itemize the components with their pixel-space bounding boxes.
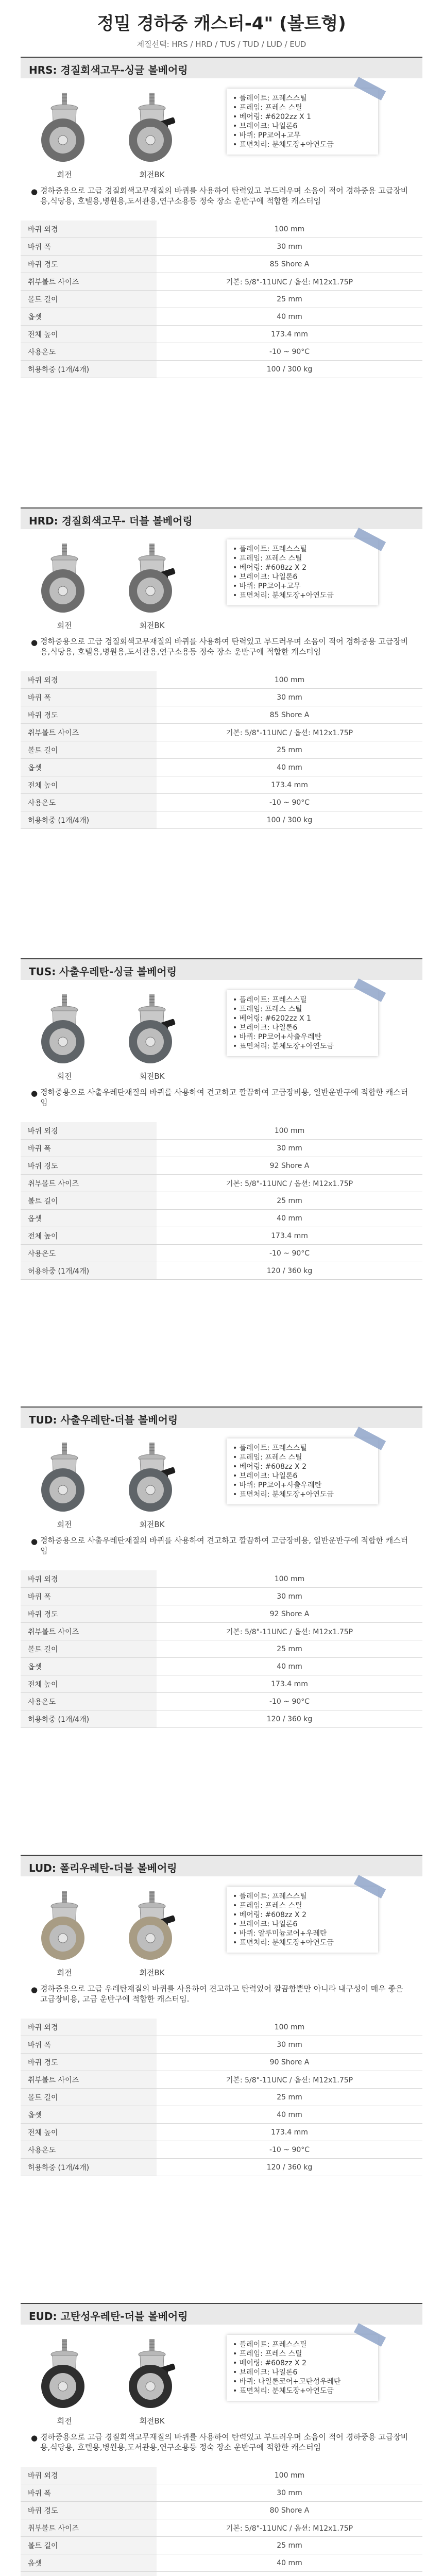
spec-label: 바퀴 외경 (21, 221, 157, 238)
spec-label: 바퀴 외경 (21, 2467, 157, 2484)
feature-item: • 프레임: 프레스 스틸 (233, 1453, 302, 1462)
spec-value: 85 Shore A (157, 706, 422, 724)
description-text: 경하중용으로 사출우레탄재질의 바퀴를 사용하여 견고하고 깔끔하여 고급장비용, 일반운반구에 적합한 캐스터임 (40, 1088, 408, 1107)
section-description (31, 1535, 412, 1556)
table-row (21, 2071, 422, 2089)
feature-text: 바퀴: PP코어+사출우레탄 (239, 1033, 322, 1041)
feature-item: • 표면처리: 분체도장+아연도금 (233, 2387, 334, 2395)
spec-value: -10 ~ 90°C (157, 1693, 422, 1710)
feature-card (227, 1438, 378, 1504)
spec-label: 옵셋 (21, 759, 157, 776)
description-text: 경하중용으로 고급 경질회색고무재질의 바퀴를 사용하여 탄력있고 부드러우며 소음이 적어 경하중용 고급장비용,식당용, 호텔용,병원용,도서관용,연구소용등 정숙 장소 운반구에 적합한 캐스터임 (40, 637, 408, 656)
spec-label: 바퀴 경도 (21, 1157, 157, 1175)
table-row (21, 308, 422, 326)
feature-text: 프레임: 프레스 스틸 (239, 1902, 302, 1910)
feature-item: • 플레이트: 프레스스틸 (233, 545, 307, 553)
section-title: LUD: 폴리우레탄-더블 볼베어링 (29, 1862, 177, 1874)
section-header (21, 507, 422, 529)
feature-text: 플레이트: 프레스스틸 (239, 1892, 307, 1901)
spec-label: 전체 높이 (21, 2124, 157, 2141)
feature-item: • 표면처리: 분체도장+아연도금 (233, 1042, 334, 1050)
table-row (21, 759, 422, 776)
description-text: 경하중용으로 고급 경질회색고무재질의 바퀴를 사용하여 탄력있고 부드러우며 소음이 적어 경하중용 고급장비용,식당용, 호텔용,병원용,도서관용,연구소용등 정숙 장소 운반구에 적합한 캐스터임 (40, 2432, 408, 2452)
section-header (21, 1855, 422, 1876)
feature-item: • 플레이트: 프레스스틸 (233, 1444, 307, 1452)
feature-item: • 베어링: #6202zz X 1 (233, 1014, 311, 1023)
spec-label: 바퀴 외경 (21, 671, 157, 689)
table-row (21, 741, 422, 759)
table-row (21, 1693, 422, 1710)
spec-label: 취부볼트 사이즈 (21, 273, 157, 291)
spec-value: 100 mm (157, 221, 422, 238)
spec-label: 바퀴 경도 (21, 2502, 157, 2519)
table-row (21, 1570, 422, 1588)
table-row (21, 706, 422, 724)
section-header (21, 1406, 422, 1428)
spec-value: 173.4 mm (157, 776, 422, 794)
spec-value: 25 mm (157, 1640, 422, 1658)
table-row (21, 2019, 422, 2036)
bullet-icon: ● (31, 1089, 38, 1098)
spec-value: 85 Shore A (157, 256, 422, 273)
feature-item: • 브레이크: 나일론6 (233, 1024, 298, 1032)
spec-label: 전체 높이 (21, 776, 157, 794)
spec-value: 100 / 300 kg (157, 811, 422, 829)
spec-label: 볼트 길이 (21, 1192, 157, 1210)
spec-label: 바퀴 외경 (21, 1570, 157, 1588)
table-row (21, 776, 422, 794)
feature-text: 베어링: #608zz X 2 (239, 1463, 307, 1471)
spec-label: 바퀴 경도 (21, 1605, 157, 1623)
table-row (21, 1640, 422, 1658)
spec-value: 92 Shore A (157, 1605, 422, 1623)
spec-value: 100 mm (157, 2019, 422, 2036)
spec-value: 90 Shore A (157, 2054, 422, 2071)
caption-brake: 회전BK (139, 1072, 165, 1081)
feature-text: 표면처리: 분체도장+아연도금 (239, 1939, 334, 1947)
feature-text: 브레이크: 나일론6 (239, 1024, 298, 1032)
description-text: 경하중용으로 고급 경질회색고무재질의 바퀴를 사용하여 탄력있고 부드러우며 소음이 적어 경하중용 고급장비용,식당용, 호텔용,병원용,도서관용,연구소용등 정숙 장소 운반구에 적합한 캐스터임 (40, 186, 408, 206)
table-row (21, 2484, 422, 2502)
feature-text: 브레이크: 나일론6 (239, 573, 298, 581)
feature-text: 바퀴: 나일론코어+고탄성우레탄 (239, 2378, 341, 2386)
spec-value: 40 mm (157, 2106, 422, 2124)
table-row (21, 794, 422, 811)
feature-item: • 바퀴: PP코어+사출우레탄 (233, 1481, 322, 1489)
feature-card (227, 89, 378, 155)
spec-label: 옵셋 (21, 1210, 157, 1227)
spec-label: 바퀴 폭 (21, 2036, 157, 2054)
spec-label: 바퀴 경도 (21, 256, 157, 273)
table-row (21, 2554, 422, 2572)
section-header (21, 2303, 422, 2325)
spec-label: 허용하중 (1개/4개) (21, 811, 157, 829)
section-title: EUD: 고탄성우레탄-더블 볼베어링 (29, 2310, 188, 2323)
spec-value: -10 ~ 90°C (157, 2141, 422, 2159)
table-row (21, 1710, 422, 1728)
table-row (21, 1623, 422, 1640)
table-row (21, 1210, 422, 1227)
spec-table (21, 1570, 422, 1728)
feature-item: • 프레임: 프레스 스틸 (233, 1005, 302, 1013)
bullet-icon: ● (31, 187, 38, 196)
feature-text: 바퀴: 알루미늄코어+우레탄 (239, 1929, 327, 1938)
caption-swivel: 회전 (57, 1520, 72, 1529)
spec-table (21, 671, 422, 829)
spec-label: 사용온도 (21, 343, 157, 361)
caster-brake-photo (113, 540, 191, 618)
spec-table (21, 2467, 422, 2576)
spec-value: 100 mm (157, 2467, 422, 2484)
feature-text: 표면처리: 분체도장+아연도금 (239, 591, 334, 600)
feature-text: 베어링: #6202zz X 1 (239, 1014, 311, 1023)
section-description (31, 185, 412, 206)
feature-item: • 바퀴: PP코어+고무 (233, 582, 301, 590)
spec-value: 기본: 5/8"-11UNC / 옵션: M12x1.75P (157, 2519, 422, 2537)
spec-label: 사용온도 (21, 2141, 157, 2159)
table-row (21, 689, 422, 706)
feature-item: • 바퀴: PP코어+고무 (233, 131, 301, 140)
table-row (21, 273, 422, 291)
spec-label: 취부볼트 사이즈 (21, 2071, 157, 2089)
feature-text: 바퀴: PP코어+고무 (239, 582, 301, 590)
spec-label: 전체 높이 (21, 1675, 157, 1693)
table-row (21, 811, 422, 829)
caster-brake-photo (113, 2336, 191, 2413)
feature-item: • 브레이크: 나일론6 (233, 2368, 298, 2377)
feature-text: 프레임: 프레스 스틸 (239, 2350, 302, 2358)
table-row (21, 724, 422, 741)
feature-text: 바퀴: PP코어+사출우레탄 (239, 1481, 322, 1489)
spec-label: 볼트 길이 (21, 2089, 157, 2106)
table-row (21, 2106, 422, 2124)
feature-text: 표면처리: 분체도장+아연도금 (239, 1042, 334, 1050)
feature-item: • 플레이트: 프레스스틸 (233, 1892, 307, 1901)
feature-text: 표면처리: 분체도장+아연도금 (239, 1490, 334, 1499)
spec-label: 볼트 길이 (21, 1640, 157, 1658)
feature-item: • 베어링: #608zz X 2 (233, 1911, 307, 1919)
spec-value: 80 Shore A (157, 2502, 422, 2519)
caption-brake: 회전BK (139, 1968, 165, 1977)
spec-value: 30 mm (157, 689, 422, 706)
feature-item: • 바퀴: 나일론코어+고탄성우레탄 (233, 2378, 341, 2386)
feature-text: 브레이크: 나일론6 (239, 1472, 298, 1480)
spec-value: 기본: 5/8"-11UNC / 옵션: M12x1.75P (157, 724, 422, 741)
feature-item: • 브레이크: 나일론6 (233, 1920, 298, 1928)
table-row (21, 1605, 422, 1623)
spec-value: 40 mm (157, 1210, 422, 1227)
caption-brake: 회전BK (139, 2416, 165, 2426)
spec-value: 30 mm (157, 1588, 422, 1605)
spec-value: 기본: 5/8"-11UNC / 옵션: M12x1.75P (157, 1623, 422, 1640)
table-row (21, 2141, 422, 2159)
spec-value: 100 / 300 kg (157, 361, 422, 378)
spec-value: 173.4 mm (157, 326, 422, 343)
feature-text: 베어링: #6202zz X 1 (239, 113, 311, 121)
feature-text: 베어링: #608zz X 2 (239, 564, 307, 572)
spec-label: 취부볼트 사이즈 (21, 1623, 157, 1640)
spec-value: -10 ~ 90°C (157, 794, 422, 811)
spec-value: 25 mm (157, 2537, 422, 2554)
spec-table (21, 221, 422, 378)
section-description (31, 1984, 412, 2004)
section-description (31, 1087, 412, 1108)
feature-text: 브레이크: 나일론6 (239, 2368, 298, 2377)
table-row (21, 326, 422, 343)
feature-card (227, 539, 378, 605)
table-row (21, 1175, 422, 1192)
feature-item: • 브레이크: 나일론6 (233, 122, 298, 130)
feature-item: • 표면처리: 분체도장+아연도금 (233, 591, 334, 600)
page-subtitle: 제질선택: HRS / HRD / TUS / TUD / LUD / EUD (137, 40, 306, 49)
spec-label (21, 2572, 157, 2576)
caster-swivel-photo (26, 1888, 103, 1965)
caption-swivel: 회전 (57, 170, 72, 179)
spec-label: 전체 높이 (21, 326, 157, 343)
caster-brake-photo (113, 1888, 191, 1965)
spec-label: 취부볼트 사이즈 (21, 724, 157, 741)
table-row (21, 1157, 422, 1175)
feature-item: • 바퀴: 알루미늄코어+우레탄 (233, 1929, 327, 1938)
feature-text: 바퀴: PP코어+고무 (239, 131, 301, 140)
feature-item: • 프레임: 프레스 스틸 (233, 554, 302, 563)
caption-swivel: 회전 (57, 1072, 72, 1081)
feature-item: • 베어링: #6202zz X 1 (233, 113, 311, 121)
spec-value: 100 mm (157, 1570, 422, 1588)
caster-swivel-photo (26, 2336, 103, 2413)
spec-value: 40 mm (157, 2554, 422, 2572)
table-row (21, 361, 422, 378)
table-row (21, 2572, 422, 2576)
spec-label: 바퀴 폭 (21, 689, 157, 706)
feature-text: 베어링: #608zz X 2 (239, 2359, 307, 2367)
feature-item: • 표면처리: 분체도장+아연도금 (233, 1939, 334, 1947)
section-description (31, 2432, 412, 2452)
spec-value: 120 / 360 kg (157, 1262, 422, 1280)
table-row (21, 1658, 422, 1675)
description-text: 경하중용으로 고급 우레탄재질의 바퀴를 사용하여 견고하고 탄력있어 깔끔함뿐만 아니라 내구성이 매우 좋은 고급장비용, 고급 운반구에 적합한 캐스터임. (40, 1984, 403, 2004)
spec-label: 취부볼트 사이즈 (21, 2519, 157, 2537)
table-row (21, 221, 422, 238)
section-title: HRD: 경질회색고무- 더블 볼베어링 (29, 515, 193, 527)
spec-value: 25 mm (157, 741, 422, 759)
spec-label: 전체 높이 (21, 1227, 157, 1245)
feature-item: • 플레이트: 프레스스틸 (233, 94, 307, 103)
feature-card (227, 1887, 378, 1953)
spec-label: 허용하중 (1개/4개) (21, 361, 157, 378)
spec-value: 기본: 5/8"-11UNC / 옵션: M12x1.75P (157, 273, 422, 291)
spec-label: 사용온도 (21, 794, 157, 811)
bullet-icon: ● (31, 1537, 38, 1546)
spec-label: 옵셋 (21, 308, 157, 326)
spec-value: 25 mm (157, 1192, 422, 1210)
table-row (21, 291, 422, 308)
section-description (31, 636, 412, 657)
feature-card (227, 2335, 378, 2401)
spec-label: 볼트 길이 (21, 2537, 157, 2554)
feature-text: 프레임: 프레스 스틸 (239, 1453, 302, 1462)
feature-item: • 프레임: 프레스 스틸 (233, 104, 302, 112)
caption-swivel: 회전 (57, 621, 72, 630)
table-row (21, 2054, 422, 2071)
table-row (21, 1675, 422, 1693)
spec-table (21, 2019, 422, 2176)
feature-text: 브레이크: 나일론6 (239, 122, 298, 130)
section-header (21, 958, 422, 980)
spec-value: 30 mm (157, 1140, 422, 1157)
feature-card (227, 990, 378, 1056)
spec-table (21, 1122, 422, 1280)
caster-swivel-photo (26, 991, 103, 1069)
spec-label: 바퀴 경도 (21, 706, 157, 724)
spec-label: 사용온도 (21, 1245, 157, 1262)
caster-brake-photo (113, 991, 191, 1069)
spec-label: 옵셋 (21, 2106, 157, 2124)
section-title: TUS: 사출우레탄-싱글 볼베어링 (29, 965, 177, 978)
spec-value: 30 mm (157, 238, 422, 256)
spec-label: 바퀴 경도 (21, 2054, 157, 2071)
feature-text: 프레임: 프레스 스틸 (239, 104, 302, 112)
spec-label: 바퀴 외경 (21, 2019, 157, 2036)
spec-value: 173.4 mm (157, 1675, 422, 1693)
spec-label: 바퀴 폭 (21, 238, 157, 256)
feature-text: 베어링: #608zz X 2 (239, 1911, 307, 1919)
feature-text: 플레이트: 프레스스틸 (239, 1444, 307, 1452)
table-row (21, 1192, 422, 1210)
spec-value: 173.4 mm (157, 2124, 422, 2141)
section-title: TUD: 사출우레탄-더블 볼베어링 (29, 1414, 178, 1426)
spec-label: 허용하중 (1개/4개) (21, 1262, 157, 1280)
table-row (21, 2519, 422, 2537)
bullet-icon: ● (31, 1985, 38, 1994)
feature-item: • 플레이트: 프레스스틸 (233, 2341, 307, 2349)
feature-text: 프레임: 프레스 스틸 (239, 1005, 302, 1013)
spec-value: 25 mm (157, 2089, 422, 2106)
spec-value: -10 ~ 90°C (157, 343, 422, 361)
feature-item: • 프레임: 프레스 스틸 (233, 2350, 302, 2358)
spec-value: -10 ~ 90°C (157, 1245, 422, 1262)
spec-value: 173.4 mm (157, 1227, 422, 1245)
caption-brake: 회전BK (139, 621, 165, 630)
table-row (21, 671, 422, 689)
feature-item: • 베어링: #608zz X 2 (233, 564, 307, 572)
feature-item: • 표면처리: 분체도장+아연도금 (233, 141, 334, 149)
section-title: HRS: 경질회색고무-싱글 볼베어링 (29, 64, 188, 76)
table-row (21, 1140, 422, 1157)
table-row (21, 2089, 422, 2106)
spec-label: 취부볼트 사이즈 (21, 1175, 157, 1192)
spec-value: 기본: 5/8"-11UNC / 옵션: M12x1.75P (157, 1175, 422, 1192)
table-row (21, 1262, 422, 1280)
table-row (21, 1245, 422, 1262)
page-title: 정밀 경하중 캐스터-4" (볼트형) (97, 13, 346, 34)
caster-brake-photo (113, 90, 191, 167)
feature-text: 프레임: 프레스 스틸 (239, 554, 302, 563)
spec-label: 바퀴 폭 (21, 1140, 157, 1157)
feature-item: • 바퀴: PP코어+사출우레탄 (233, 1033, 322, 1041)
feature-text: 브레이크: 나일론6 (239, 1920, 298, 1928)
table-row (21, 2502, 422, 2519)
spec-value: 30 mm (157, 2036, 422, 2054)
caption-brake: 회전BK (139, 1520, 165, 1529)
spec-label: 볼트 길이 (21, 291, 157, 308)
feature-item: • 베어링: #608zz X 2 (233, 1463, 307, 1471)
spec-label: 허용하중 (1개/4개) (21, 1710, 157, 1728)
feature-text: 플레이트: 프레스스틸 (239, 94, 307, 103)
caster-swivel-photo (26, 90, 103, 167)
spec-value: 25 mm (157, 291, 422, 308)
spec-value: 120 / 360 kg (157, 2159, 422, 2176)
feature-text: 플레이트: 프레스스틸 (239, 996, 307, 1004)
spec-label: 바퀴 외경 (21, 1122, 157, 1140)
spec-value: 100 mm (157, 671, 422, 689)
feature-text: 플레이트: 프레스스틸 (239, 545, 307, 553)
bullet-icon: ● (31, 2433, 38, 2443)
caster-swivel-photo (26, 540, 103, 618)
spec-value: 92 Shore A (157, 1157, 422, 1175)
spec-value: 120 / 360 kg (157, 1710, 422, 1728)
spec-value: 기본: 5/8"-11UNC / 옵션: M12x1.75P (157, 2071, 422, 2089)
spec-label: 바퀴 폭 (21, 2484, 157, 2502)
feature-text: 표면처리: 분체도장+아연도금 (239, 141, 334, 149)
spec-value: 40 mm (157, 759, 422, 776)
caster-swivel-photo (26, 1439, 103, 1517)
feature-item: • 브레이크: 나일론6 (233, 1472, 298, 1480)
description-text: 경하중용으로 사출우레탄재질의 바퀴를 사용하여 견고하고 깔끔하여 고급장비용, 일반운반구에 적합한 캐스터임 (40, 1536, 408, 1555)
spec-value: 100 mm (157, 1122, 422, 1140)
feature-item: • 브레이크: 나일론6 (233, 573, 298, 581)
spec-value (157, 2572, 422, 2576)
table-row (21, 2036, 422, 2054)
feature-text: 플레이트: 프레스스틸 (239, 2341, 307, 2349)
caster-brake-photo (113, 1439, 191, 1517)
feature-item: • 플레이트: 프레스스틸 (233, 996, 307, 1004)
spec-value: 30 mm (157, 2484, 422, 2502)
caption-swivel: 회전 (57, 2416, 72, 2426)
table-row (21, 1588, 422, 1605)
table-row (21, 2124, 422, 2141)
caption-swivel: 회전 (57, 1968, 72, 1977)
table-row (21, 238, 422, 256)
spec-label: 볼트 길이 (21, 741, 157, 759)
feature-item: • 프레임: 프레스 스틸 (233, 1902, 302, 1910)
spec-label: 옵셋 (21, 2554, 157, 2572)
spec-label: 사용온도 (21, 1693, 157, 1710)
bullet-icon: ● (31, 638, 38, 647)
table-row (21, 343, 422, 361)
table-row (21, 2467, 422, 2484)
table-row (21, 2159, 422, 2176)
spec-label: 옵셋 (21, 1658, 157, 1675)
section-header (21, 57, 422, 78)
spec-label: 허용하중 (1개/4개) (21, 2159, 157, 2176)
spec-value: 40 mm (157, 308, 422, 326)
spec-value: 40 mm (157, 1658, 422, 1675)
table-row (21, 1122, 422, 1140)
table-row (21, 256, 422, 273)
spec-label: 바퀴 폭 (21, 1588, 157, 1605)
table-row (21, 2537, 422, 2554)
table-row (21, 1227, 422, 1245)
feature-item: • 베어링: #608zz X 2 (233, 2359, 307, 2367)
feature-text: 표면처리: 분체도장+아연도금 (239, 2387, 334, 2395)
caption-brake: 회전BK (139, 170, 165, 179)
feature-item: • 표면처리: 분체도장+아연도금 (233, 1490, 334, 1499)
